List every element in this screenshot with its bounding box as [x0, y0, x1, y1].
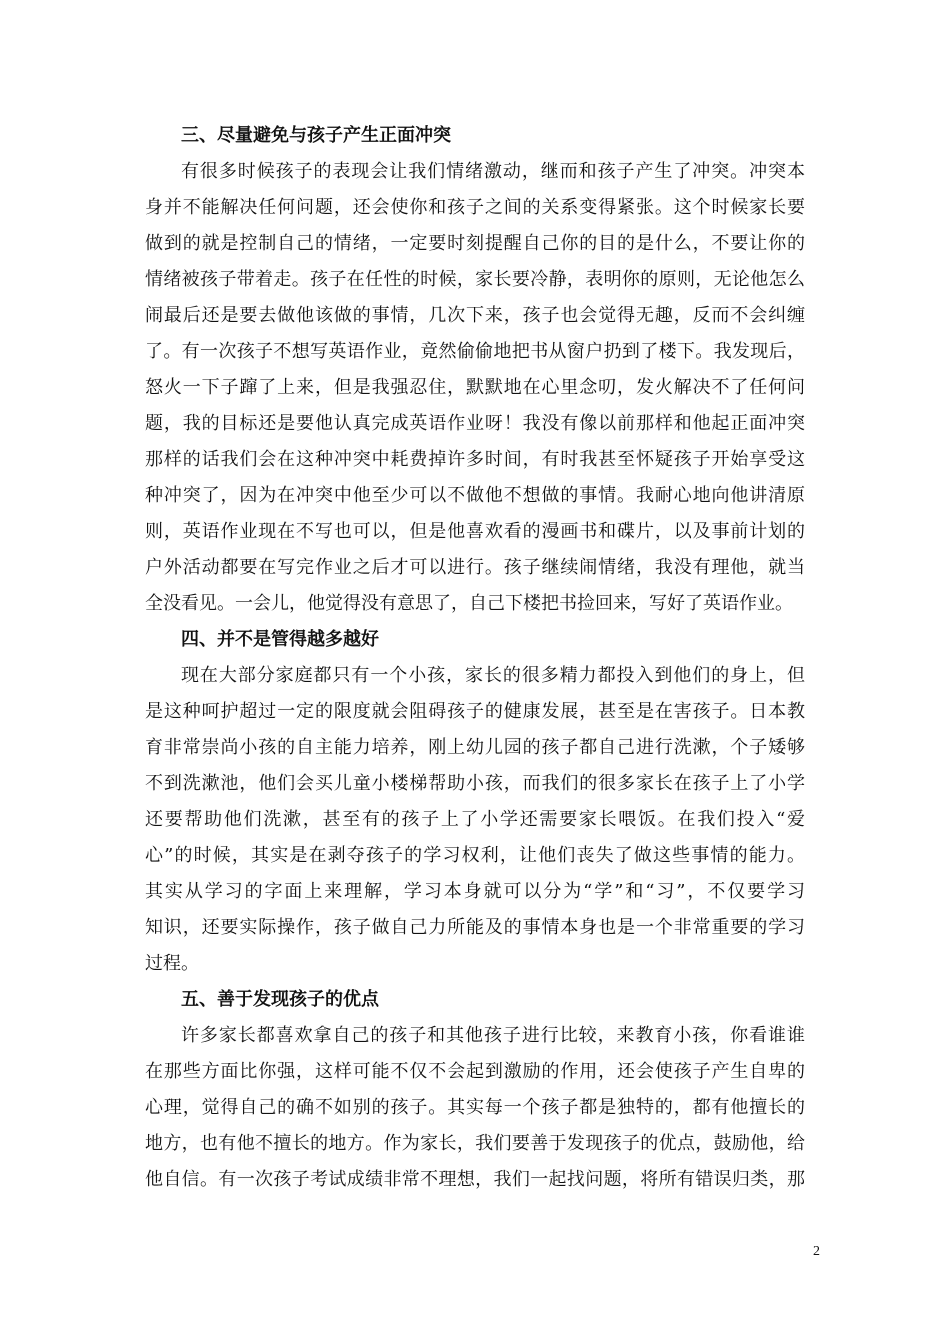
paragraph-line: 不到洗漱池，他们会买儿童小楼梯帮助小孩，而我们的很多家长在孩子上了小学: [145, 773, 805, 794]
paragraph-line: 在那些方面比你强，这样可能不仅不会起到激励的作用，还会使孩子产生自卑的: [145, 1061, 805, 1082]
paragraph-line: 心”的时候，其实是在剥夺孩子的学习权利，让他们丧失了做这些事情的能力。: [145, 845, 805, 866]
paragraph-line: 种冲突了，因为在冲突中他至少可以不做他不想做的事情。我耐心地向他讲清原: [145, 485, 805, 506]
paragraph-line: 则，英语作业现在不写也可以，但是他喜欢看的漫画书和碟片，以及事前计划的: [145, 521, 805, 542]
paragraph-line: 地方，也有他不擅长的地方。作为家长，我们要善于发现孩子的优点，鼓励他，给: [145, 1133, 805, 1154]
section-heading-3: 三、尽量避免与孩子产生正面冲突: [181, 125, 451, 146]
paragraph-line: 还要帮助他们洗漱，甚至有的孩子上了小学还需要家长喂饭。在我们投入“爱: [145, 809, 805, 830]
section-5-paragraph: [145, 1018, 805, 1198]
paragraph-line: 其实从学习的字面上来理解，学习本身就可以分为“学”和“习”，不仅要学习: [145, 881, 805, 902]
paragraph-line: 有很多时候孩子的表现会让我们情绪激动，继而和孩子产生了冲突。冲突本: [181, 161, 805, 182]
paragraph-line: 身并不能解决任何问题，还会使你和孩子之间的关系变得紧张。这个时候家长要: [145, 197, 805, 218]
paragraph-line: 心理，觉得自己的确不如别的孩子。其实每一个孩子都是独特的，都有他擅长的: [145, 1097, 805, 1118]
paragraph-line: 闹最后还是要去做他该做的事情，几次下来，孩子也会觉得无趣，反而不会纠缠: [145, 305, 805, 326]
section-heading-5: 五、善于发现孩子的优点: [181, 989, 379, 1010]
paragraph-line: 怒火一下子蹿了上来，但是我强忍住，默默地在心里念叨，发火解决不了任何问: [145, 377, 805, 398]
paragraph-line: 全没看见。一会儿，他觉得没有意思了，自己下楼把书捡回来，写好了英语作业。: [145, 593, 793, 614]
paragraph-line: 情绪被孩子带着走。孩子在任性的时候，家长要冷静，表明你的原则，无论他怎么: [145, 269, 805, 290]
section-heading-4: 四、并不是管得越多越好: [181, 629, 379, 650]
paragraph-line: 过程。: [145, 953, 199, 974]
paragraph-line: 育非常崇尚小孩的自主能力培养，刚上幼儿园的孩子都自己进行洗漱，个子矮够: [145, 737, 805, 758]
document-body: [145, 118, 805, 1198]
paragraph-line: 他自信。有一次孩子考试成绩非常不理想，我们一起找问题，将所有错误归类，那: [145, 1169, 805, 1190]
paragraph-line: 知识，还要实际操作，孩子做自己力所能及的事情本身也是一个非常重要的学习: [145, 917, 805, 938]
page-number: 2: [813, 1244, 820, 1259]
paragraph-line: 现在大部分家庭都只有一个小孩，家长的很多精力都投入到他们的身上，但: [181, 665, 805, 686]
paragraph-line: 是这种呵护超过一定的限度就会阻碍孩子的健康发展，甚至是在害孩子。日本教: [145, 701, 805, 722]
paragraph-line: 题，我的目标还是要他认真完成英语作业呀！我没有像以前那样和他起正面冲突: [145, 413, 805, 434]
paragraph-line: 户外活动都要在写完作业之后才可以进行。孩子继续闹情绪，我没有理他，就当: [145, 557, 805, 578]
paragraph-line: 做到的就是控制自己的情绪，一定要时刻提醒自己你的目的是什么，不要让你的: [145, 233, 805, 254]
section-4-paragraph: [145, 658, 805, 982]
section-3-paragraph: [145, 154, 805, 622]
paragraph-line: 许多家长都喜欢拿自己的孩子和其他孩子进行比较，来教育小孩，你看谁谁: [181, 1025, 805, 1046]
paragraph-line: 那样的话我们会在这种冲突中耗费掉许多时间，有时我甚至怀疑孩子开始享受这: [145, 449, 805, 470]
paragraph-line: 了。有一次孩子不想写英语作业，竟然偷偷地把书从窗户扔到了楼下。我发现后，: [145, 341, 805, 362]
